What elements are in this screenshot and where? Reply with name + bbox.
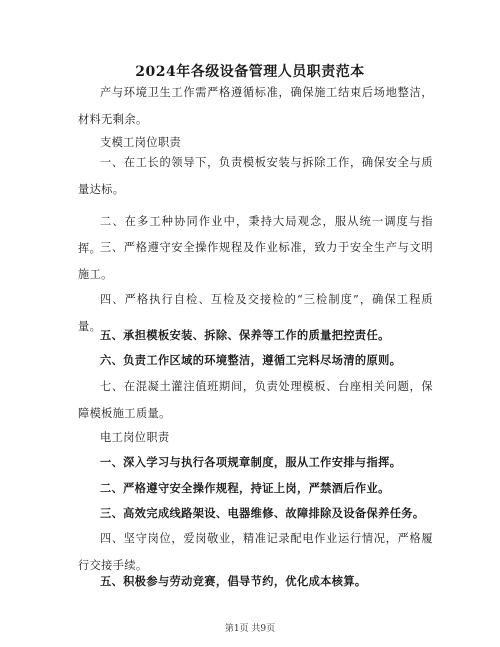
paragraph-4: 二、在多工种协同作业中，秉持大局观念，服从统一调度与指挥。	[78, 215, 433, 255]
document-title: 2024年各级设备管理人员职责范本	[135, 64, 365, 80]
paragraph-7: 五、承担模板安装、拆除、保养等工作的质量把控责任。	[100, 328, 390, 342]
paragraph-6: 四、严格执行自检、互检及交接检的“三检制度”，确保工程质量。	[78, 293, 433, 333]
page-footer: 第1页 共9页	[224, 624, 276, 634]
paragraph-8: 六、负责工作区域的环境整洁，遵循工完料尽场清的原则。	[100, 353, 402, 367]
paragraph-1: 产与环境卫生工作需严格遵循标准，确保施工结束后场地整洁，材料无剩余。	[78, 86, 433, 126]
paragraph-12: 二、严格遵守安全操作规程，持证上岗，严禁酒后作业。	[100, 481, 390, 495]
section-heading-electrician: 电工岗位职责	[100, 431, 170, 444]
paragraph-13: 三、高效完成线路架设、电器维修、故障排除及设备保养任务。	[100, 506, 425, 520]
paragraph-9: 七、在混凝土灌注值班期间，负责处理模板、台座相关问题，保障模板施工质量。	[78, 380, 433, 420]
paragraph-5: 三、严格遵守安全操作规程及作业标准，致力于安全生产与文明施工。	[78, 241, 433, 281]
section-heading-formwork: 支模工岗位职责	[100, 136, 182, 149]
paragraph-3: 一、在工长的领导下，负责模板安装与拆除工作，确保安全与质量达标。	[78, 156, 433, 196]
paragraph-14: 四、坚守岗位，爱岗敬业，精准记录配电作业运行情况，严格履行交接手续。	[78, 532, 433, 572]
paragraph-11: 一、深入学习与执行各项规章制度，服从工作安排与指挥。	[100, 455, 402, 469]
paragraph-15: 五、积极参与劳动竞赛，倡导节约，优化成本核算。	[100, 574, 367, 588]
